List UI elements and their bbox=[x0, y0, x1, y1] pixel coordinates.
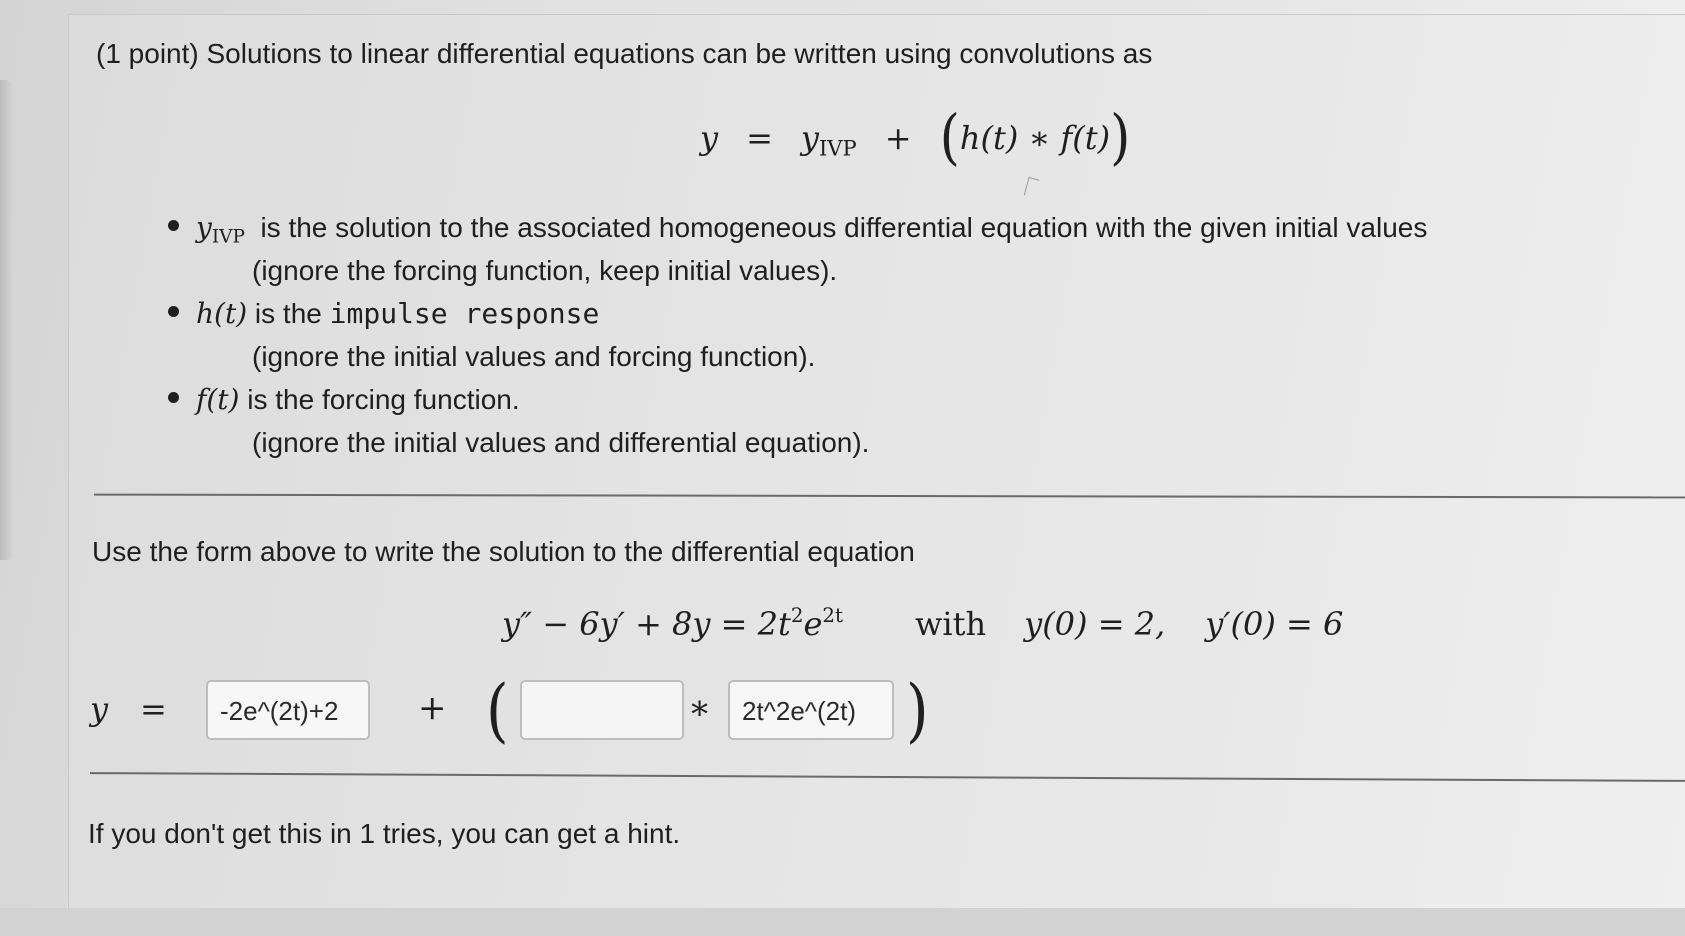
de-lhs: y″ − 6y′ + 8y = 2t bbox=[502, 604, 791, 643]
bullet-code-impulse-response: impulse response bbox=[329, 297, 600, 330]
hint-message: If you don't get this in 1 tries, you can get a hint. bbox=[88, 818, 681, 849]
bullet-symbol-f: f(t) bbox=[196, 383, 240, 416]
form-h: h(t) bbox=[959, 119, 1019, 157]
form-right-paren: ) bbox=[1110, 103, 1131, 173]
initial-condition-2: y′(0) = 6 bbox=[1205, 604, 1344, 643]
form-left-paren: ( bbox=[939, 103, 960, 173]
differential-equation bbox=[502, 604, 1343, 643]
problem-intro: (1 point) Solutions to linear differential equations can be written using convolutions as bbox=[96, 38, 1153, 69]
bullet-note: (ignore the initial values and forcing function). bbox=[252, 341, 816, 372]
bullet-symbol-y-ivp: $y_{IVP}$ bbox=[196, 211, 245, 248]
bullet-text: is the solution to the associated homogeneous differential equation with the given initial values bbox=[260, 212, 1428, 243]
question-prompt: Use the form above to write the solution to the differential equation bbox=[92, 536, 915, 567]
de-with: with bbox=[915, 604, 987, 643]
impulse-response-answer-input[interactable] bbox=[520, 680, 684, 740]
answer-right-paren: ) bbox=[906, 669, 929, 751]
answer-equals: = bbox=[140, 690, 167, 728]
form-y-ivp: $y_{IVP}$ bbox=[800, 119, 857, 161]
bullet-text: is the bbox=[254, 298, 322, 329]
definition-h bbox=[170, 292, 1427, 378]
answer-y: y bbox=[90, 690, 109, 728]
answer-star: ∗ bbox=[688, 688, 712, 728]
bullet-note: (ignore the forcing function, keep initial values). bbox=[252, 255, 838, 286]
initial-condition-1: y(0) = 2, bbox=[1024, 604, 1166, 643]
bullet-dot-icon bbox=[168, 392, 179, 403]
form-f: f(t) bbox=[1060, 119, 1111, 157]
convolution-form-equation bbox=[700, 103, 1131, 173]
bullet-note: (ignore the initial values and differential equation). bbox=[252, 427, 870, 458]
definition-list bbox=[170, 206, 1427, 464]
de-exponent-t: 2 bbox=[790, 604, 804, 627]
bullet-symbol-h: h(t) bbox=[196, 297, 248, 330]
definition-y-ivp bbox=[170, 206, 1427, 292]
bullet-text: is the forcing function. bbox=[247, 384, 520, 415]
bullet-dot-icon bbox=[168, 306, 179, 317]
bottom-band bbox=[0, 908, 1685, 936]
bullet-dot-icon bbox=[168, 220, 179, 231]
form-equals: = bbox=[746, 119, 773, 157]
y-ivp-answer-input[interactable]: -2e^(2t)+2 bbox=[206, 680, 370, 740]
window-edge bbox=[0, 80, 14, 560]
form-plus: + bbox=[884, 119, 912, 157]
answer-plus: + bbox=[418, 688, 447, 728]
de-e: e bbox=[803, 604, 823, 643]
form-lhs: y bbox=[700, 119, 719, 157]
answer-left-paren: ( bbox=[486, 669, 509, 751]
de-exponent-e: 2t bbox=[822, 604, 844, 627]
form-star: ∗ bbox=[1028, 119, 1051, 157]
definition-f bbox=[170, 378, 1427, 464]
forcing-function-answer-input[interactable]: 2t^2e^(2t) bbox=[728, 680, 894, 740]
